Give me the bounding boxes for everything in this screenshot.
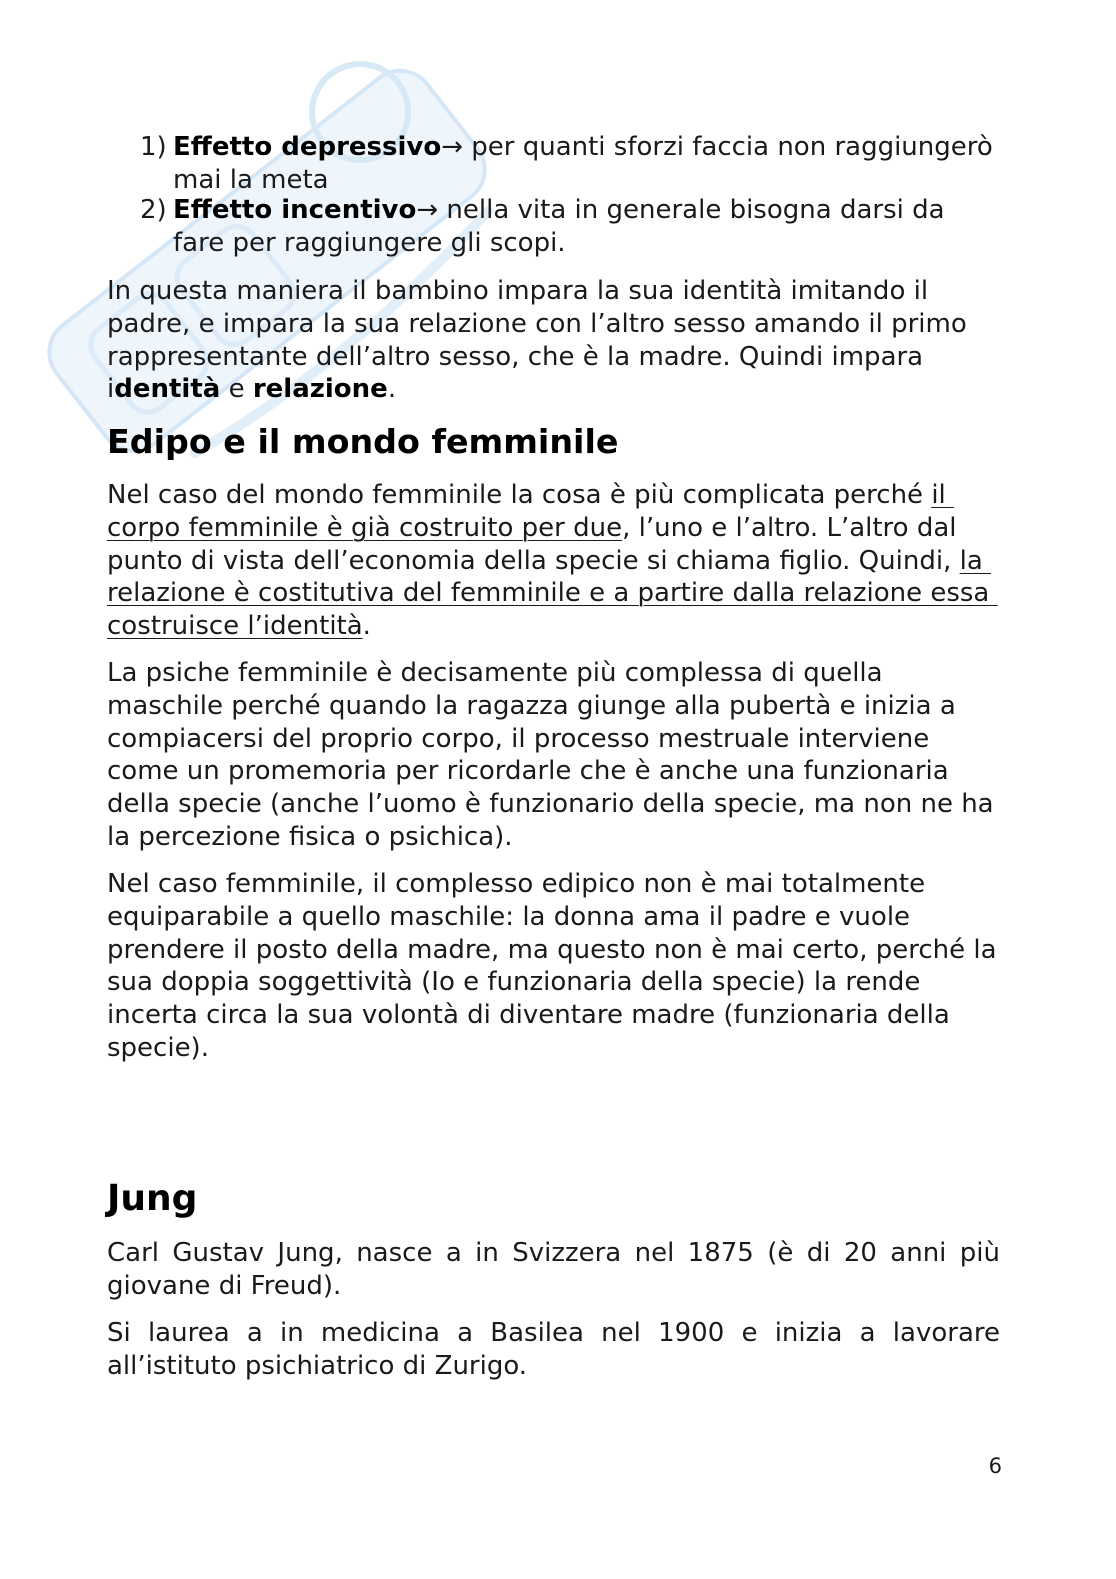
paragraph <box>107 275 1000 406</box>
list-item-text <box>173 194 1000 260</box>
list-item-text <box>173 131 1000 197</box>
paragraph <box>107 1317 1000 1383</box>
text-line: Nel caso femminile, il complesso edipico non è mai totalmente <box>107 869 926 899</box>
text-line: Si laurea a in medicina a Basilea nel 1900 e inizia a lavorare <box>107 1318 1000 1348</box>
list-item <box>140 194 1000 260</box>
text-line: mai la meta <box>173 164 329 195</box>
bold-term: Effetto depressivo <box>173 132 442 162</box>
text-run: punto di vista dell’economia della specie si chiama figlio. Quindi, <box>107 545 960 576</box>
text-line: equiparabile a quello maschile: la donna ama il padre e vuole <box>107 901 911 932</box>
underlined-text: costruisce l’identità <box>107 611 363 642</box>
page-number: 6 <box>988 1454 1002 1478</box>
text-run: , l’uno e l’altro. L’altro dal <box>622 512 957 543</box>
text-line <box>107 373 1000 406</box>
text-line: come un promemoria per ricordarle che è anche una funzionaria <box>107 756 949 787</box>
bold-term: dentità <box>114 374 221 405</box>
text-line: specie). <box>107 1032 209 1063</box>
text-line: incerta circa la sua volontà di diventare madre (funzionaria della <box>107 1000 950 1031</box>
text-run: → nella vita in generale bisogna darsi da <box>416 195 945 225</box>
list-marker: 2) <box>140 195 167 225</box>
list-item <box>140 131 1000 197</box>
text-line: La psiche femminile è decisamente più complessa di quella <box>107 658 883 688</box>
section-heading: Jung <box>107 1178 198 1219</box>
text-line: della specie (anche l’uomo è funzionario della specie, ma non ne ha <box>107 789 994 820</box>
underlined-text: corpo femminile è già costruito per due <box>107 512 623 543</box>
paragraph <box>107 657 1000 854</box>
paragraph <box>107 479 1000 643</box>
text-line: sua doppia soggettività (Io e funzionaria della specie) la rende <box>107 967 921 998</box>
text-line: padre, e impara la sua relazione con l’altro sesso amando il primo <box>107 308 967 339</box>
text-line: giovane di Freud). <box>107 1270 342 1301</box>
section-heading: Edipo e il mondo femminile <box>107 422 619 461</box>
text-line <box>173 131 1000 164</box>
bold-term: relazione <box>252 374 388 405</box>
text-line: In questa maniera il bambino impara la sua identità imitando il <box>107 276 929 306</box>
text-line <box>107 610 1000 643</box>
text-line <box>107 479 1000 512</box>
text-line <box>107 512 1000 545</box>
text-line: compiacersi del proprio corpo, il processo mestruale interviene <box>107 723 930 754</box>
text-line: fare per raggiungere gli scopi. <box>173 227 566 258</box>
text-line: prendere il posto della madre, ma questo non è mai certo, perché la <box>107 934 997 965</box>
bold-term: Effetto incentivo <box>173 195 417 225</box>
text-run: . <box>362 611 371 642</box>
text-run: . <box>387 374 397 405</box>
underlined-text: la <box>959 545 992 576</box>
text-line <box>107 577 1000 610</box>
text-line: rappresentante dell’altro sesso, che è la madre. Quindi impara <box>107 341 924 372</box>
list-marker: 1) <box>140 132 167 162</box>
text-line <box>173 194 1000 227</box>
text-run: → per quanti sforzi faccia non raggiungerò <box>441 132 993 162</box>
text-run: Nel caso del mondo femminile la cosa è più complicata perché <box>107 480 932 510</box>
underlined-text: il <box>931 480 955 510</box>
text-run: e <box>220 374 253 405</box>
text-line: all’istituto psichiatrico di Zurigo. <box>107 1350 528 1381</box>
paragraph <box>107 1237 1000 1303</box>
underlined-text: relazione è costitutiva del femminile e a partire dalla relazione essa <box>107 578 998 609</box>
text-line: maschile perché quando la ragazza giunge alla pubertà e inizia a <box>107 690 956 721</box>
text-line: la percezione fisica o psichica). <box>107 821 513 852</box>
text-line: Carl Gustav Jung, nasce a in Svizzera nel 1875 (è di 20 anni più <box>107 1238 1000 1268</box>
paragraph <box>107 868 1000 1065</box>
text-run: i <box>107 374 115 405</box>
text-line <box>107 545 1000 578</box>
